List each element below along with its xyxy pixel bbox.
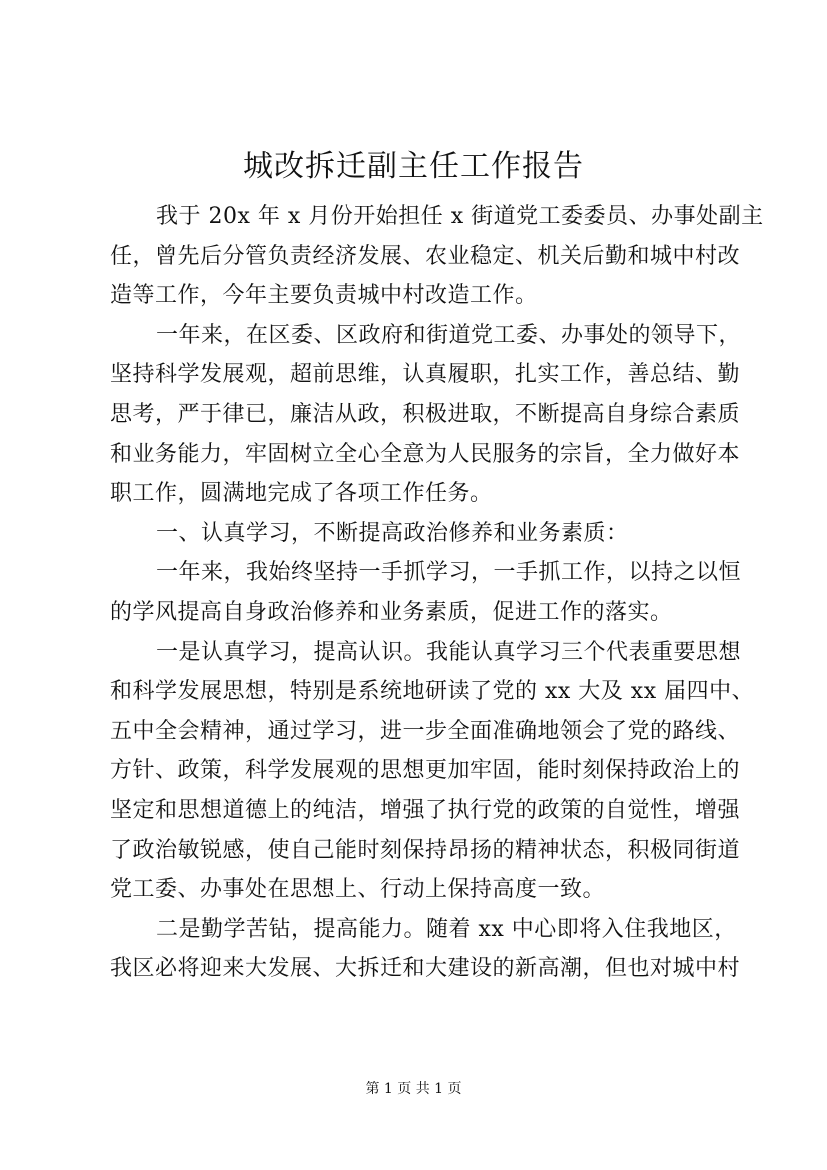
paragraph-line: 坚持科学发展观，超前思维，认真履职，扎实工作，善总结、勤 [110, 362, 741, 388]
paragraph-line: 一是认真学习，提高认识。我能认真学习三个代表重要思想 [156, 639, 742, 665]
paragraph-line: 坚定和思想道德上的纯洁，增强了执行党的政策的自觉性，增强 [110, 797, 741, 823]
paragraph-line: 我区必将迎来大发展、大拆迁和大建设的新高潮，但也对城中村 [110, 956, 741, 982]
paragraph-line: 方针、政策，科学发展观的思想更加牢固，能时刻保持政治上的 [110, 758, 741, 784]
paragraph-line: 和科学发展思想，特别是系统地研读了党的 xx 大及 xx 届四中、 [110, 679, 755, 705]
paragraph-line: 造等工作，今年主要负责城中村改造工作。 [110, 283, 538, 309]
paragraph-line: 二是勤学苦钻，提高能力。随着 xx 中心即将入住我地区， [156, 916, 737, 942]
paragraph-line: 一年来，我始终坚持一手抓学习，一手抓工作，以持之以恒 [156, 560, 742, 586]
paragraph-line: 思考，严于律已，廉洁从政，积极进取，不断提高自身综合素质 [110, 401, 741, 427]
document-body [110, 197, 764, 989]
paragraph-line: 党工委、办事处在思想上、行动上保持高度一致。 [110, 877, 606, 903]
page-footer: 第 1 页 共 1 页 [365, 1081, 462, 1097]
document-title: 城改拆迁副主任工作报告 [243, 149, 584, 184]
paragraph-line: 和业务能力，牢固树立全心全意为人民服务的宗旨，全力做好本 [110, 441, 741, 467]
section-heading: 一、认真学习，不断提高政治修养和业务素质： [156, 520, 629, 546]
paragraph-line: 五中全会精神，通过学习，进一步全面准确地领会了党的路线、 [110, 718, 741, 744]
paragraph-line: 了政治敏锐感，使自己能时刻保持昂扬的精神状态，积极同街道 [110, 837, 741, 863]
paragraph-line: 职工作，圆满地完成了各项工作任务。 [110, 481, 493, 507]
paragraph-line: 的学风提高自身政治修养和业务素质，促进工作的落实。 [110, 599, 673, 625]
paragraph-line: 一年来，在区委、区政府和街道党工委、办事处的领导下， [156, 322, 742, 348]
paragraph-line: 任，曾先后分管负责经济发展、农业稳定、机关后勤和城中村改 [110, 243, 741, 269]
paragraph-line: 我于 20x 年 x 月份开始担任 x 街道党工委委员、办事处副主 [156, 204, 764, 229]
